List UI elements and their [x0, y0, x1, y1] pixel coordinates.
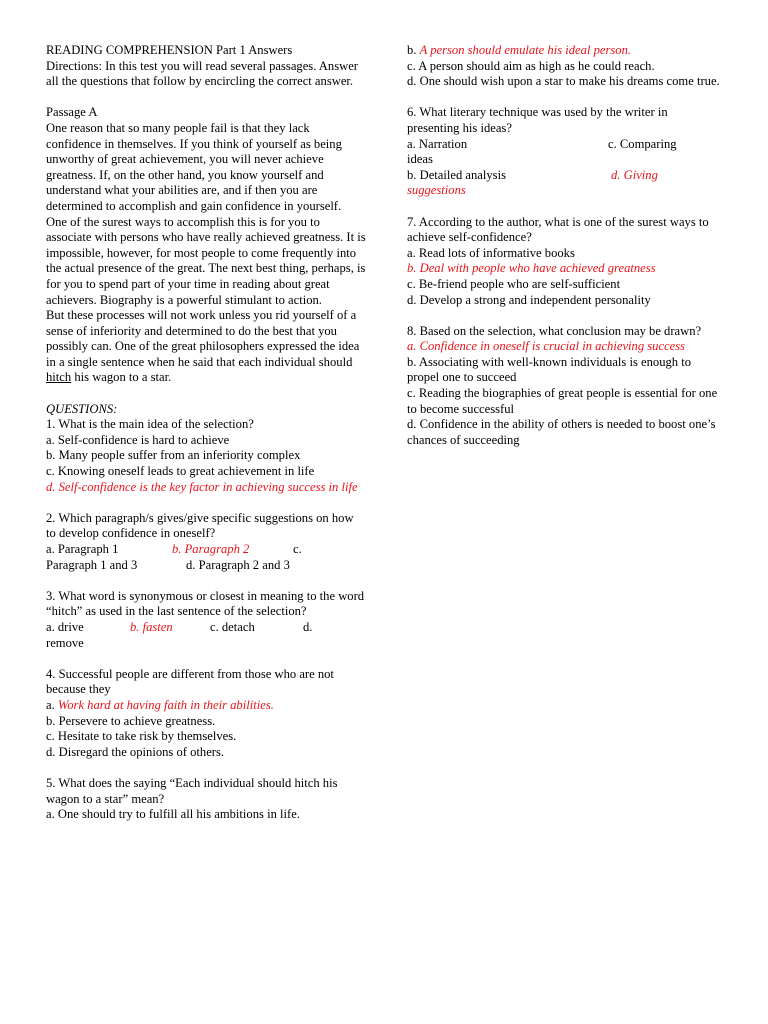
q2-options-row-1: [46, 542, 366, 558]
q7-option-d: d. Develop a strong and independent personality: [407, 292, 651, 307]
document-title: READING COMPREHENSION Part 1 Answers: [46, 43, 293, 57]
q8-option-b: b. Associating with well-known individuals is enough to propel one to succeed: [407, 354, 692, 385]
q6-option-a: a. Narration: [407, 136, 468, 151]
underlined-word-hitch: hitch: [46, 370, 72, 385]
q4-option-d: d. Disregard the opinions of others.: [46, 744, 225, 759]
q6-option-b: b. Detailed analysis: [407, 167, 506, 182]
passage-paragraph-2: One of the surest ways to accomplish this is for you to associate with persons who have really achieved greatness. It is impossible, however, for most people to come frequently into the actual presence of the great. The next best thing, perhaps, is for you to spend part of your time in reading about great achievers. Biography is a powerful stimulant to action.: [46, 214, 366, 307]
q3-option-b-answer: b. fasten: [130, 619, 173, 634]
q4-option-b: b. Persevere to achieve greatness.: [46, 713, 216, 728]
q7-stem: 7. According to the author, what is one of the surest ways to achieve self-confidence?: [407, 214, 709, 245]
q1-option-c: c. Knowing oneself leads to great achievement in life: [46, 464, 315, 479]
left-column: [46, 43, 366, 823]
q6-option-d-answer-text: suggestions: [407, 183, 466, 198]
q2-options-row-2: [46, 558, 366, 574]
q3-option-c: c. detach: [210, 619, 255, 634]
q4-option-a-row: [46, 698, 366, 714]
q3-option-d-text: remove: [46, 635, 84, 650]
q6-option-c: c. Comparing: [608, 136, 677, 151]
q2-option-a: a. Paragraph 1: [46, 542, 119, 556]
q6-options-row-2: [407, 168, 722, 184]
questions-heading: QUESTIONS:: [46, 401, 118, 416]
q4-option-c: c. Hesitate to take risk by themselves.: [46, 729, 237, 744]
q1-option-d-answer: d. Self-confidence is the key factor in achieving success in life: [46, 479, 358, 494]
q6-options-row-1: [407, 137, 722, 153]
passage-heading: Passage A: [46, 105, 98, 120]
passage-paragraph-3-end: his wagon to a star.: [74, 370, 172, 385]
passage-paragraph-3: [46, 308, 366, 386]
q8-option-a-answer: a. Confidence in oneself is crucial in achieving success: [407, 339, 686, 354]
q7-option-b-answer: b. Deal with people who have achieved greatness: [407, 261, 656, 276]
q4-option-a-letter: a.: [46, 697, 55, 712]
q4-stem: 4. Successful people are different from those who are not because they: [46, 666, 334, 697]
q2-stem: 2. Which paragraph/s gives/give specific suggestions on how to develop confidence in oneself?: [46, 510, 354, 541]
q3-options-row-1: [46, 620, 366, 636]
q2-option-c-text: Paragraph 1 and 3: [46, 557, 138, 572]
q2-option-c: c.: [293, 542, 302, 556]
q6-option-c-text: ideas: [407, 152, 433, 167]
passage-paragraph-1: One reason that so many people fail is that they lack confidence in themselves. If you think of yourself as being unworthy of great achievement, you will never achieve greatness. If, on the other hand, you know yourself and understand what your abilities are, and if then you are determined to accomplish and gain confidence in yourself.: [46, 120, 342, 213]
q3-stem: 3. What word is synonymous or closest in meaning to the word “hitch” as used in the last sentence of the selection?: [46, 588, 365, 619]
q2-option-b-answer: b. Paragraph 2: [172, 542, 250, 556]
q5-stem: 5. What does the saying “Each individual should hitch his wagon to a star” mean?: [46, 775, 338, 806]
q7-option-c: c. Be-friend people who are self-sufficient: [407, 276, 621, 291]
q3-option-d: d.: [303, 619, 313, 634]
q1-option-b: b. Many people suffer from an inferiority complex: [46, 448, 301, 463]
q2-option-d: d. Paragraph 2 and 3: [186, 557, 290, 572]
q8-option-c: c. Reading the biographies of great people is essential for one to become successful: [407, 386, 718, 416]
q1-stem: 1. What is the main idea of the selection?: [46, 417, 254, 432]
q5-option-d: d. One should wish upon a star to make his dreams come true.: [407, 74, 720, 89]
directions: Directions: In this test you will read several passages. Answer all the questions that follow by encircling the correct answer.: [46, 58, 358, 89]
q5-option-b-letter: b.: [407, 43, 417, 57]
q6-stem: 6. What literary technique was used by the writer in presenting his ideas?: [407, 105, 668, 135]
q6-option-d-answer: d. Giving: [611, 167, 658, 182]
q5-option-b-row: [407, 43, 722, 59]
q5-option-a: a. One should try to fulfill all his ambitions in life.: [46, 807, 300, 822]
q3-option-a: a. drive: [46, 619, 84, 634]
q8-option-d: d. Confidence in the ability of others is needed to boost one’s chances of succeeding: [407, 417, 716, 447]
passage-paragraph-3-text: But these processes will not work unless you rid yourself of a sense of inferiority and determined to do the best that you possibly can. One of the great philosophers expressed the idea in a single sentence when he said that each individual should: [46, 308, 360, 369]
q8-stem: 8. Based on the selection, what conclusion may be drawn?: [407, 323, 702, 338]
right-column: [407, 43, 722, 448]
q5-option-b-answer: A person should emulate his ideal person.: [419, 43, 632, 57]
q4-option-a-answer: Work hard at having faith in their abilities.: [57, 697, 274, 712]
q7-option-a: a. Read lots of informative books: [407, 245, 575, 260]
q1-option-a: a. Self-confidence is hard to achieve: [46, 432, 230, 447]
q5-option-c: c. A person should aim as high as he could reach.: [407, 58, 655, 73]
